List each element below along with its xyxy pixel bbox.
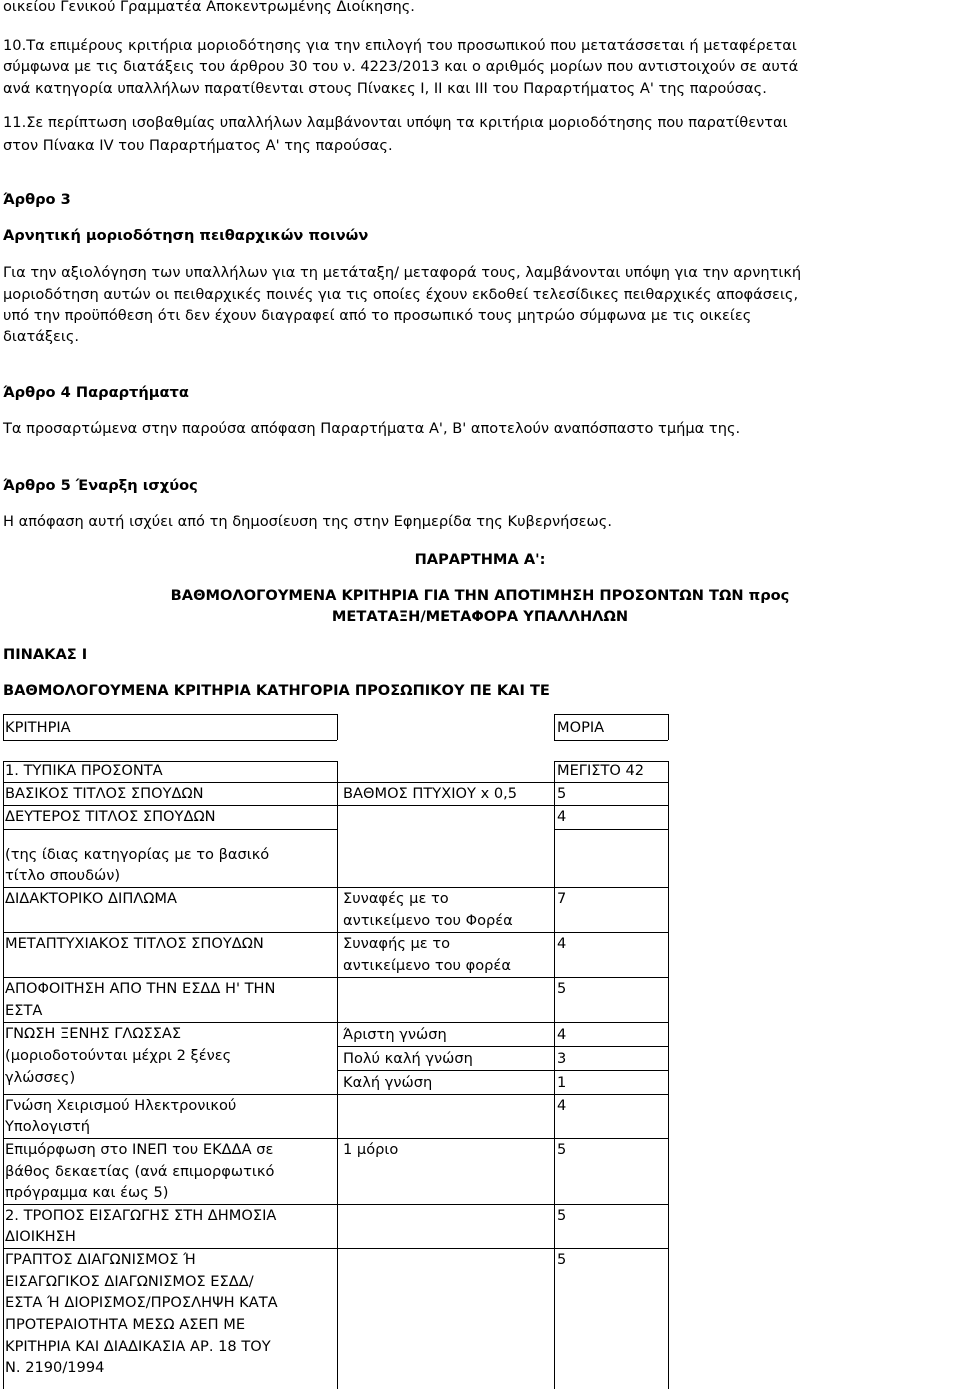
- table-cell: ΜΕΓΙΣΤΟ 42: [557, 762, 645, 779]
- table-cell: ΓΡΑΠΤΟΣ ΔΙΑΓΩΝΙΣΜΟΣ Ή: [5, 1251, 196, 1268]
- annex-title: ΠΑΡΑΡΤΗΜΑ Α':: [414, 551, 546, 568]
- table-cell: Συναφής με το: [343, 935, 451, 952]
- article-3-title: Άρθρο 3: [3, 191, 71, 208]
- article-3-subtitle: Αρνητική μοριοδότηση πειθαρχικών ποινών: [3, 227, 369, 244]
- table-cell: 5: [557, 1207, 567, 1224]
- table-cell: ΜΕΤΑΠΤΥΧΙΑΚΟΣ ΤΙΤΛΟΣ ΣΠΟΥΔΩΝ: [5, 935, 264, 952]
- article-3-line-1: Για την αξιολόγηση των υπαλλήλων για τη μετάταξη/ μεταφορά τους, λαμβάνονται υπόψη για την αρνητική: [3, 264, 802, 281]
- item-10-line-3: ανά κατηγορία υπαλλήλων παρατίθενται στους Πίνακες Ι, ΙΙ και ΙΙΙ του Παραρτήματος Α' της παρούσας.: [3, 80, 767, 97]
- table-cell: Επιμόρφωση στο ΙΝΕΠ του ΕΚΔΔΑ σε: [5, 1141, 274, 1158]
- table-cell: βάθος δεκαετίας (ανά επιμορφωτικό: [5, 1163, 275, 1180]
- table-rule: [3, 740, 337, 741]
- table-rule: [668, 714, 669, 740]
- table-cell: (της ίδιας κατηγορίας με το βασικό: [5, 846, 270, 863]
- table-cell: Άριστη γνώση: [343, 1026, 447, 1043]
- table-cell: 4: [557, 1026, 567, 1043]
- table-cell: Καλή γνώση: [343, 1074, 433, 1091]
- table-cell: 5: [557, 980, 567, 997]
- article-3-line-2: μοριοδότηση αυτών οι πειθαρχικές ποινές για τις οποίες έχουν εκδοθεί τελεσίδικες πειθαρχικές αποφάσεις,: [3, 286, 799, 303]
- table-cell: 4: [557, 808, 567, 825]
- table-cell: γλώσσες): [5, 1069, 76, 1086]
- table-cell: 5: [557, 785, 567, 802]
- table-cell: 5: [557, 1251, 567, 1268]
- table-cell: ΕΣΤΑ Ή ΔΙΟΡΙΣΜΟΣ/ΠΡΟΣΛΗΨΗ ΚΑΤΑ: [5, 1294, 278, 1311]
- table-rule: [3, 714, 4, 740]
- table-header-criteria: ΚΡΙΤΗΡΙΑ: [5, 719, 71, 736]
- table-cell: 2. ΤΡΟΠΟΣ ΕΙΣΑΓΩΓΗΣ ΣΤΗ ΔΗΜΟΣΙΑ: [5, 1207, 277, 1224]
- item-11-line-1: 11.Σε περίπτωση ισοβαθμίας υπαλλήλων λαμβάνονται υπόψη τα κριτήρια μοριοδότησης που παρατίθενται: [3, 114, 788, 131]
- table-cell: Ν. 2190/1994: [5, 1359, 105, 1376]
- table-rule: [3, 761, 4, 1389]
- table-cell: ΕΣΤΑ: [5, 1002, 43, 1019]
- table-rule: [3, 829, 337, 830]
- table-rule: [668, 761, 669, 1389]
- table-rule: [337, 1070, 668, 1071]
- intro-line: οικείου Γενικού Γραμματέα Αποκεντρωμένης Διοίκησης.: [3, 0, 415, 15]
- table-cell: 1: [557, 1074, 567, 1091]
- article-5-title: Άρθρο 5 Έναρξη ισχύος: [3, 477, 198, 494]
- table-subtitle: ΒΑΘΜΟΛΟΓΟΥΜΕΝΑ ΚΡΙΤΗΡΙΑ ΚΑΤΗΓΟΡΙΑ ΠΡΟΣΩΠΙΚΟΥ ΠΕ ΚΑΙ ΤΕ: [3, 682, 550, 699]
- table-cell: (μοριοδοτούνται μέχρι 2 ξένες: [5, 1047, 232, 1064]
- table-cell: 4: [557, 935, 567, 952]
- article-3-line-4: διατάξεις.: [3, 328, 80, 345]
- table-cell: ΔΕΥΤΕΡΟΣ ΤΙΤΛΟΣ ΣΠΟΥΔΩΝ: [5, 808, 216, 825]
- table-cell: 5: [557, 1141, 567, 1158]
- table-cell: 3: [557, 1050, 567, 1067]
- article-4-text: Τα προσαρτώμενα στην παρούσα απόφαση Παραρτήματα Α', Β' αποτελούν αναπόσπαστο τμήμα της.: [3, 420, 741, 437]
- table-cell: ΕΙΣΑΓΩΓΙΚΟΣ ΔΙΑΓΩΝΙΣΜΟΣ ΕΣΔΔ/: [5, 1273, 254, 1290]
- table-cell: τίτλο σπουδών): [5, 867, 121, 884]
- table-rule: [554, 829, 668, 830]
- item-10-line-2: σύμφωνα με τις διατάξεις του άρθρου 30 του ν. 4223/2013 και ο αριθμός μορίων που αντιστοιχούν σε αυτά: [3, 58, 799, 75]
- article-4-title: Άρθρο 4 Παραρτήματα: [3, 384, 189, 401]
- table-cell: ΔΙΔΑΚΤΟΡΙΚΟ ΔΙΠΛΩΜΑ: [5, 890, 177, 907]
- table-cell: ΒΑΣΙΚΟΣ ΤΙΤΛΟΣ ΣΠΟΥΔΩΝ: [5, 785, 204, 802]
- table-rule: [554, 740, 668, 741]
- table-cell: Συναφές με το: [343, 890, 449, 907]
- table-rule: [554, 714, 555, 740]
- table-cell: Πολύ καλή γνώση: [343, 1050, 473, 1067]
- table-cell: 7: [557, 890, 567, 907]
- table-cell: Γνώση Χειρισμού Ηλεκτρονικού: [5, 1097, 237, 1114]
- item-11-line-2: στον Πίνακα IV του Παραρτήματος Α' της παρούσας.: [3, 137, 393, 154]
- annex-criteria-line-2: ΜΕΤΑΤΑΞΗ/ΜΕΤΑΦΟΡΑ ΥΠΑΛΛΗΛΩΝ: [331, 608, 629, 625]
- table-rule: [554, 761, 555, 1389]
- table-cell: ΓΝΩΣΗ ΞΕΝΗΣ ΓΛΩΣΣΑΣ: [5, 1025, 182, 1042]
- table-cell: 4: [557, 1097, 567, 1114]
- table-cell: ΚΡΙΤΗΡΙΑ ΚΑΙ ΔΙΑΔΙΚΑΣΙΑ ΑΡ. 18 ΤΟΥ: [5, 1338, 271, 1355]
- table-rule: [337, 1046, 668, 1047]
- table-rule: [554, 714, 668, 715]
- table-rule: [337, 761, 338, 1389]
- table-title: ΠΙΝΑΚΑΣ Ι: [3, 646, 88, 663]
- table-cell: αντικείμενο του Φορέα: [343, 912, 513, 929]
- table-rule: [337, 714, 338, 740]
- table-cell: ΔΙΟΙΚΗΣΗ: [5, 1228, 76, 1245]
- table-cell: ΠΡΟΤΕΡΑΙΟΤΗΤΑ ΜΕΣΩ ΑΣΕΠ ΜΕ: [5, 1316, 246, 1333]
- table-header-points: ΜΟΡΙΑ: [557, 719, 605, 736]
- table-cell: αντικείμενο του φορέα: [343, 957, 511, 974]
- table-rule: [3, 714, 337, 715]
- article-3-line-3: υπό την προϋπόθεση ότι δεν έχουν διαγραφεί από το προσωπικό τους μητρώο σύμφωνα με τις οικείες: [3, 307, 752, 324]
- table-cell: Υπολογιστή: [5, 1118, 91, 1135]
- table-cell: 1. ΤΥΠΙΚΑ ΠΡΟΣΟΝΤΑ: [5, 762, 163, 779]
- article-5-text: Η απόφαση αυτή ισχύει από τη δημοσίευση της στην Εφημερίδα της Κυβερνήσεως.: [3, 513, 612, 530]
- table-cell: πρόγραμμα και έως 5): [5, 1184, 169, 1201]
- annex-criteria-line-1: ΒΑΘΜΟΛΟΓΟΥΜΕΝΑ ΚΡΙΤΗΡΙΑ ΓΙΑ ΤΗΝ ΑΠΟΤΙΜΗΣΗ ΠΡΟΣΟΝΤΩΝ ΤΩΝ προς: [170, 587, 790, 604]
- table-cell: ΑΠΟΦΟΙΤΗΣΗ ΑΠΟ ΤΗΝ ΕΣΔΔ Η' ΤΗΝ: [5, 980, 276, 997]
- table-cell: ΒΑΘΜΟΣ ΠΤΥΧΙΟΥ x 0,5: [343, 785, 518, 802]
- table-cell: 1 μόριο: [343, 1141, 399, 1158]
- item-10-line-1: 10.Τα επιμέρους κριτήρια μοριοδότησης για την επιλογή του προσωπικού που μετατάσσεται ή μεταφέρεται: [3, 37, 797, 54]
